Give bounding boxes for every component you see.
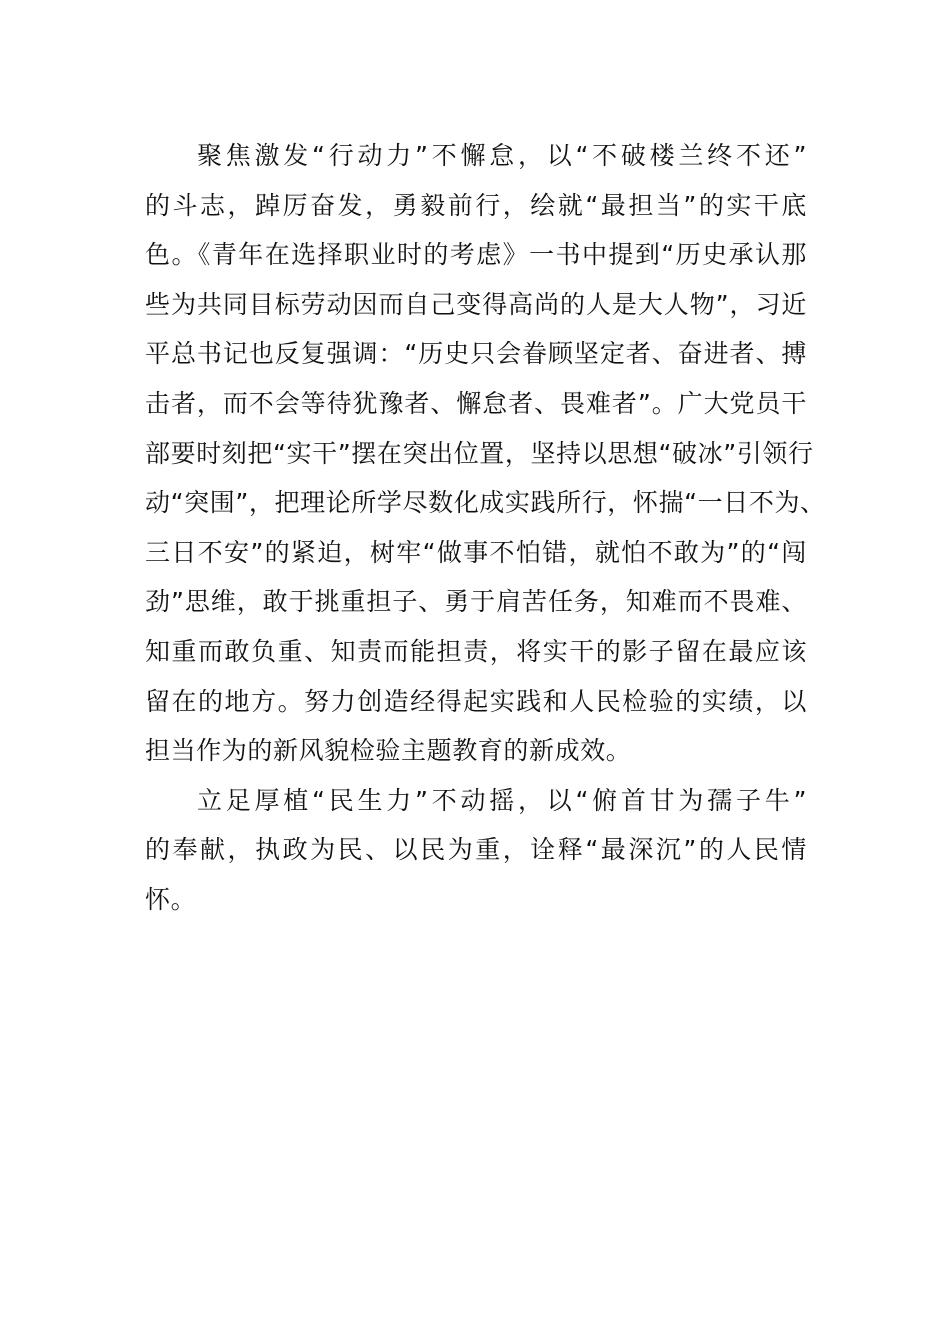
paragraph-livelihood-power: [145, 776, 807, 925]
paragraph-line: 的斗志，踔厉奋发，勇毅前行，绘就“最担当”的实干底: [145, 190, 807, 220]
paragraph-line: 动“突围”，把理论所学尽数化成实践所行，怀揣“一日不为、: [145, 488, 826, 518]
document-body: [145, 131, 826, 925]
paragraph-line: 知重而敢负重、知责而能担责，将实干的影子留在最应该: [145, 636, 807, 666]
paragraph-line: 担当作为的新风貌检验主题教育的新成效。: [145, 736, 632, 766]
paragraph-action-power: [145, 131, 826, 776]
paragraph-line: 平总书记也反复强调：“历史只会眷顾坚定者、奋进者、搏: [145, 339, 807, 369]
paragraph-line: 击者，而不会等待犹豫者、懈怠者、畏难者”。广大党员干: [145, 388, 807, 418]
paragraph-line: 色。《青年在选择职业时的考虑》一书中提到“历史承认那: [145, 240, 807, 270]
paragraph-line: 怀。: [145, 884, 197, 914]
paragraph-line: 劲”思维，敢于挑重担子、勇于肩苦任务，知难而不畏难、: [145, 587, 807, 617]
paragraph-line: 三日不安”的紧迫，树牢“做事不怕错，就怕不敢为”的“闯: [145, 537, 807, 567]
paragraph-line: 留在的地方。努力创造经得起实践和人民检验的实绩，以: [145, 686, 807, 716]
paragraph-line: 部要时刻把“实干”摆在突出位置，坚持以思想“破冰”引领行: [145, 438, 814, 468]
paragraph-line: 立足厚植“民生力”不动摇，以“俯首甘为孺子牛”: [197, 785, 807, 815]
paragraph-line: 些为共同目标劳动因而自己变得高尚的人是大人物”，习近: [145, 289, 807, 319]
paragraph-line: 的奉献，执政为民、以民为重，诠释“最深沉”的人民情: [145, 835, 807, 865]
paragraph-line: 聚焦激发“行动力”不懈怠，以“不破楼兰终不还”: [197, 141, 807, 170]
